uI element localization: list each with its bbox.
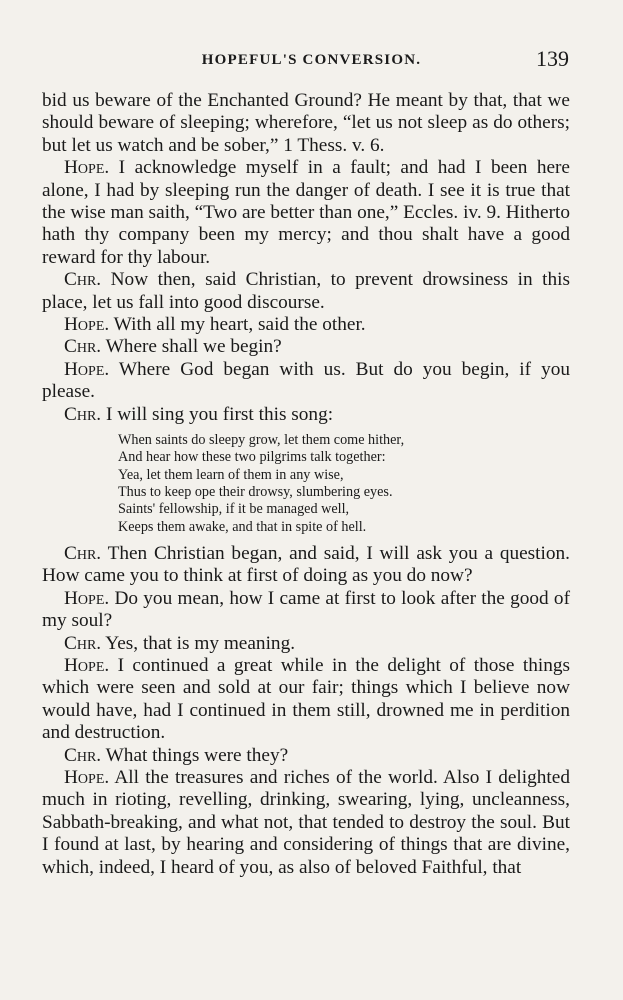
page-body — [42, 90, 570, 879]
paragraph — [42, 336, 570, 358]
speaker: Chr. — [64, 403, 102, 425]
speaker: Chr. — [64, 744, 102, 766]
verse-line: When saints do sleepy grow, let them come hither, — [118, 432, 405, 449]
speaker: Hope. — [64, 766, 110, 788]
paragraph-text: bid us beware of the Enchanted Ground? He meant by that, that we should beware of sleeping; wherefore, “let us not sleep as do others; but let us watch and be sober,” 1 Thess. v. 6. — [42, 90, 570, 156]
speaker: Chr. — [64, 632, 102, 654]
paragraph — [42, 314, 570, 336]
page-header — [0, 44, 623, 78]
verse-line: Thus to keep ope their drowsy, slumbering eyes. — [118, 483, 393, 500]
paragraph — [42, 269, 570, 314]
speaker: Hope. — [64, 654, 110, 676]
speaker: Hope. — [64, 358, 110, 380]
paragraph — [42, 633, 570, 655]
paragraph-text: Now then, said Christian, to prevent drowsiness in this place, let us fall into good discourse. — [42, 269, 570, 313]
speaker: Hope. — [64, 157, 110, 179]
paragraph-text: All the treasures and riches of the world. Also I delighted much in rioting, revelling, drinking, swearing, lying, uncleanness, Sabbath-breaking, and what not, that tended to destroy the soul. But I found at last, by hearing and considering of things that are divine, which, indeed, I heard of you, as also of beloved Faithful, that — [42, 766, 570, 878]
paragraph — [42, 90, 570, 157]
speaker: Chr. — [64, 269, 102, 291]
paragraph-text: I continued a great while in the delight of those things which were seen and sold at our fair; things which I believe now would have, had I continued in them still, drowned me in perdition and destruction. — [42, 654, 570, 744]
paragraph — [42, 157, 570, 269]
paragraph — [42, 588, 570, 633]
paragraph-text: I acknowledge myself in a fault; and had I been here alone, I had by sleeping run the danger of death. I see it is true that the wise man saith, “Two are better than one,” Eccles. iv. 9. Hitherto hath thy company been my mercy; and thou shalt have a good reward for thy labour. — [42, 157, 570, 268]
paragraph — [42, 404, 570, 426]
paragraph — [42, 745, 570, 767]
paragraph — [42, 543, 570, 588]
paragraph — [42, 359, 570, 404]
paragraph-text: Yes, that is my meaning. — [101, 632, 296, 654]
paragraph-text: I will sing you first this song: — [101, 403, 334, 425]
paragraph — [42, 767, 570, 879]
paragraph-text: Do you mean, how I came at first to look after the good of my soul? — [42, 587, 570, 632]
paragraph-text: Where shall we begin? — [101, 336, 282, 358]
paragraph-text: What things were they? — [101, 744, 289, 766]
paragraph-text: Then Christian began, and said, I will ask you a question. How came you to think at first of doing as you do now? — [42, 542, 570, 587]
page-number: 139 — [536, 46, 569, 71]
verse-line: Yea, let them learn of them in any wise, — [118, 466, 344, 483]
verse-line: Keeps them awake, and that in spite of hell. — [118, 518, 367, 535]
verse-line: Saints' fellowship, if it be managed well, — [118, 501, 350, 518]
speaker: Hope. — [64, 587, 110, 609]
running-title: HOPEFUL'S CONVERSION. — [201, 52, 422, 68]
paragraph-text: Where God began with us. But do you begin, if you please. — [42, 358, 570, 403]
verse-block — [118, 432, 570, 536]
speaker: Chr. — [64, 336, 102, 358]
paragraph-text: With all my heart, said the other. — [109, 314, 366, 336]
verse-line: And hear how these two pilgrims talk together: — [118, 449, 386, 466]
speaker: Hope. — [64, 314, 110, 336]
paragraph — [42, 655, 570, 745]
speaker: Chr. — [64, 542, 102, 564]
